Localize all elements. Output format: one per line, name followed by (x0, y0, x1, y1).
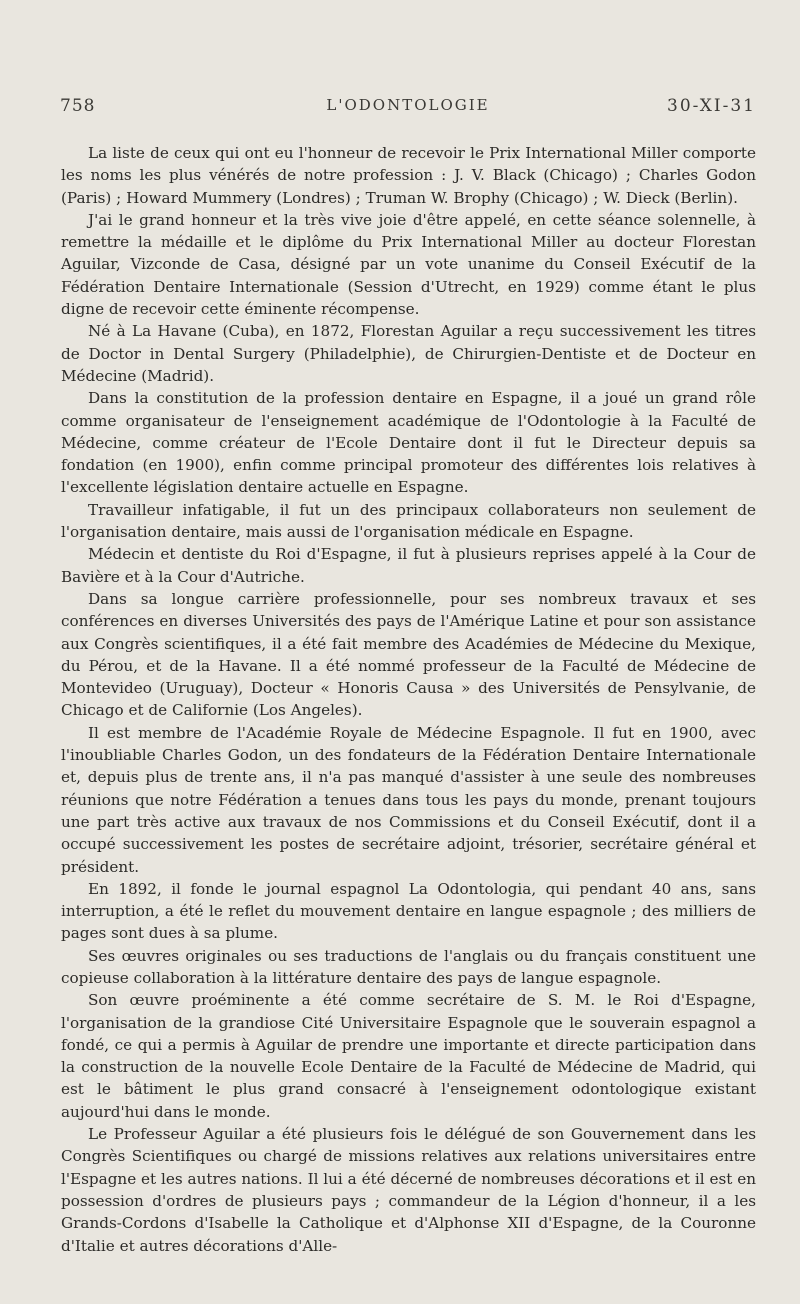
paragraph: Le Professeur Aguilar a été plusieurs fois le délégué de son Gouvernement dans les Congrès Scientifiques ou chargé de missions relatives aux relations universitaires entre l'Espagne et les autres nations. Il lui a été décerné de nombreuses décorations et il est en possession d'ordres de plusieurs pays ; commandeur de la Légion d'honneur, il a les Grands-Cordons d'Isabelle la Catholique et d'Alphonse XII d'Espagne, de la Couronne d'Italie et autres décorations d'Alle- (61, 1125, 756, 1255)
paragraph: Son œuvre proéminente a été comme secrétaire de S. M. le Roi d'Espagne, l'organisation de la grandiose Cité Universitaire Espagnole que le souverain espagnol a fondé, ce qui a permis à Aguilar de prendre une importante et directe participation dans la construction de la nouvelle Ecole Dentaire de la Faculté de Médecine de Madrid, qui est le bâtiment le plus grand consacré à l'enseignement odontologique existant aujourd'hui dans le monde. (61, 991, 756, 1121)
body-text (61, 142, 756, 1257)
paragraph: Ses œuvres originales ou ses traductions de l'anglais ou du français constituent une copieuse collaboration à la littérature dentaire des pays de langue espagnole. (61, 946, 756, 987)
page-header (60, 96, 756, 122)
issue-date: 30-XI-31 (667, 96, 756, 116)
paragraph: En 1892, il fonde le journal espagnol La Odontologia, qui pendant 40 ans, sans interruption, a été le reflet du mouvement dentaire en langue espagnole ; des milliers de pages sont dues à sa plume. (61, 879, 756, 943)
paragraph: Dans sa longue carrière professionnelle, pour ses nombreux travaux et ses conférences en diverses Universités des pays de l'Amérique Latine et pour son assistance aux Congrès scientifiques, il a été fait membre des Académies de Médecine du Mexique, du Pérou, et de la Havane. Il a été nommé professeur de la Faculté de Médecine de Montevideo (Uruguay), Docteur « Honoris Causa » des Universités de Pensylvanie, de Chicago et de Californie (Los Angeles). (61, 589, 756, 720)
paragraph: Il est membre de l'Académie Royale de Médecine Espagnole. Il fut en 1900, avec l'inoubliable Charles Godon, un des fondateurs de la Fédération Dentaire Internationale et, depuis plus de trente ans, il n'a pas manqué d'assister à une seule des nombreuses réunions que notre Fédération a tenues dans tous les pays du monde, prenant toujours une part très active aux travaux de nos Commissions et du Conseil Exécutif, dont il a occupé successivement les postes de secrétaire adjoint, trésorier, secrétaire général et président. (61, 723, 756, 876)
paragraph: Médecin et dentiste du Roi d'Espagne, il fut à plusieurs reprises appelé à la Cour de Bavière et à la Cour d'Autriche. (61, 545, 756, 586)
paragraph: Né à La Havane (Cuba), en 1872, Florestan Aguilar a reçu successivement les titres de Doctor in Dental Surgery (Philadelphie), de Chirurgien-Dentiste et de Docteur en Médecine (Madrid). (61, 322, 756, 385)
paragraph: Dans la constitution de la profession dentaire en Espagne, il a joué un grand rôle comme organisateur de l'enseignement académique de l'Odontologie à la Faculté de Médecine, comme créateur de l'Ecole Dentaire dont il fut le Directeur depuis sa fondation (en 1900), enfin comme principal promoteur des différentes lois relatives à l'excellente législation dentaire actuelle en Espagne. (61, 389, 756, 497)
page-number: 758 (60, 96, 96, 116)
paragraph: J'ai le grand honneur et la très vive joie d'être appelé, en cette séance solennelle, à remettre la médaille et le diplôme du Prix International Miller au docteur Florestan Aguilar, Vizconde de Casa, désigné par un vote unanime du Conseil Exécutif de la Fédération Dentaire Internationale (Session d'Utrecht, en 1929) comme étant le plus digne de recevoir cette éminente récompense. (61, 210, 756, 319)
running-title: L'ODONTOLOGIE (326, 96, 490, 114)
paragraph: La liste de ceux qui ont eu l'honneur de recevoir le Prix International Miller comporte les noms les plus vénérés de notre profession : J. V. Black (Chicago) ; Charles Godon (Paris) ; Howard Mummery (Londres) ; Truman W. Brophy (Chicago) ; W. Dieck (Berlin). (61, 144, 756, 207)
paragraph: Travailleur infatigable, il fut un des principaux collaborateurs non seulement de l'organisation dentaire, mais aussi de l'organisation médicale en Espagne. (61, 500, 756, 542)
